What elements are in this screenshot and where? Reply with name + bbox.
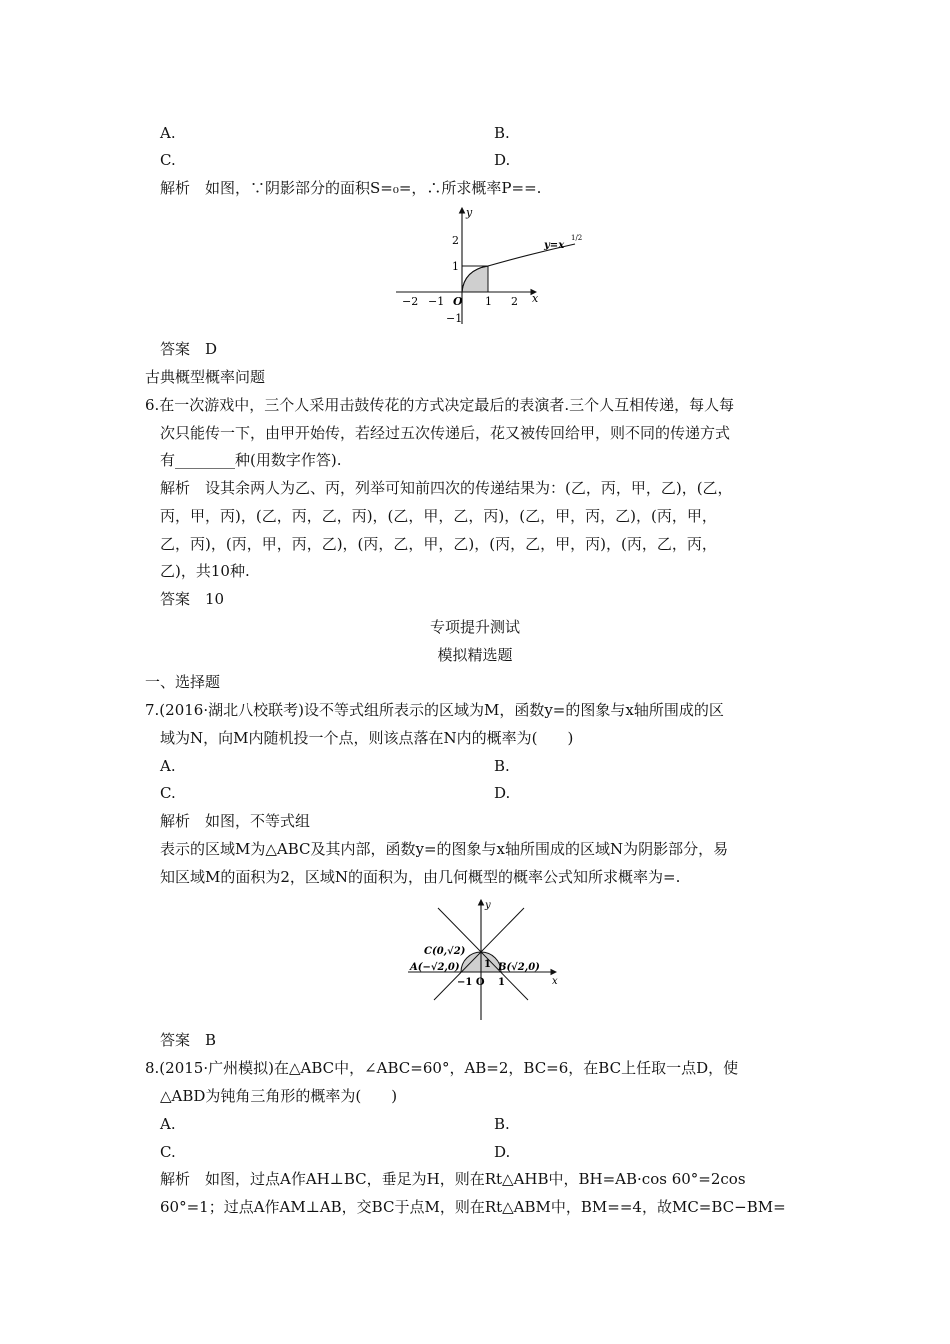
q6-analysis-1: 解析 设其余两人为乙、丙，列举可知前四次的传递结果为：(乙，丙，甲，乙)，(乙， — [160, 479, 733, 497]
q7-label-y: y — [485, 900, 491, 911]
q5-tick-x-neg1: −1 — [428, 295, 445, 308]
q6-analysis-3: 乙，丙)，(丙，甲，丙，乙)，(丙，乙，甲，乙)，(丙，乙，甲，丙)，(丙，乙，丙， — [160, 535, 717, 553]
q5-option-d: D. — [494, 151, 511, 169]
q6-analysis-2: 丙，甲，丙)，(乙，丙，乙，丙)，(乙，甲，乙，丙)，(乙，甲，丙，乙)，(丙，甲， — [160, 507, 717, 525]
q7-label-c: C(0,√2) — [424, 946, 466, 957]
q7-label-a: A(−√2,0) — [410, 962, 460, 973]
q7-label-1x: 1 — [498, 977, 505, 988]
q5-curve-exponent: 1/2 — [571, 234, 583, 242]
q7-option-a: A. — [160, 757, 176, 775]
q5-option-a: A. — [160, 124, 176, 142]
q8-analysis-2: 60°=1；过点A作AM⊥AB，交BC于点M，则在Rt△ABM中，BM==4，故MC=BC−BM= — [160, 1198, 786, 1216]
q5-analysis: 解析 如图，∵阴影部分的面积S=₀=，∴所求概率P==. — [160, 179, 542, 197]
heading-mock-questions: 模拟精选题 — [437, 646, 513, 664]
heading-practice-test: 专项提升测试 — [429, 618, 520, 636]
q5-label-x: x — [532, 292, 539, 305]
q5-tick-x-1: 1 — [485, 295, 492, 308]
q5-option-b: B. — [494, 124, 510, 142]
q7-line-1: 7.(2016·湖北八校联考)设不等式组所表示的区域为M，函数y=的图象与x轴所围成的区 — [145, 701, 724, 719]
q5-curve-label: y=x — [544, 240, 565, 251]
q5-answer: 答案 D — [160, 340, 218, 358]
section-classical-title: 古典概型概率问题 — [145, 368, 266, 386]
q8-analysis-1: 解析 如图，过点A作AH⊥BC，垂足为H，则在Rt△AHB中，BH=AB·cos 60°=2cos — [160, 1170, 746, 1188]
q8-line-2: △ABD为钝角三角形的概率为( ) — [160, 1087, 398, 1105]
q7-label-1y: 1 — [484, 959, 491, 970]
q5-figure — [390, 202, 605, 332]
q5-tick-y-1: 1 — [452, 260, 459, 273]
q7-label-x: x — [552, 976, 558, 987]
q7-answer: 答案 B — [160, 1031, 217, 1049]
q5-tick-y-2: 2 — [452, 234, 459, 247]
q8-option-b: B. — [494, 1115, 510, 1133]
q6-analysis-4: 乙)，共10种. — [160, 562, 250, 580]
q8-option-c: C. — [160, 1143, 176, 1161]
q6-line-3: 有________种(用数字作答). — [160, 451, 342, 469]
q5-option-c: C. — [160, 151, 176, 169]
q7-line-2: 域为N，向M内随机投一个点，则该点落在N内的概率为( ) — [160, 729, 574, 747]
q6-answer: 答案 10 — [160, 590, 225, 608]
q6-line-2: 次只能传一下，由甲开始传，若经过五次传递后，花又被传回给甲，则不同的传递方式 — [160, 424, 731, 442]
q5-origin: O — [453, 295, 463, 308]
part-multiple-choice: 一、选择题 — [145, 673, 221, 691]
q8-option-a: A. — [160, 1115, 176, 1133]
q5-label-y: y — [466, 206, 473, 219]
q7-figure — [400, 894, 575, 1024]
q5-tick-x-neg2: −2 — [402, 295, 419, 308]
q5-tick-y-neg1: −1 — [446, 312, 463, 325]
q7-analysis-2: 表示的区域M为△ABC及其内部，函数y=的图象与x轴所围成的区域N为阴影部分，易 — [160, 840, 729, 858]
q6-line-1: 6.在一次游戏中，三个人采用击鼓传花的方式决定最后的表演者.三个人互相传递，每人每 — [145, 396, 735, 414]
q7-label-origin: −1 O — [457, 977, 485, 988]
q5-tick-x-2: 2 — [511, 295, 518, 308]
q7-option-d: D. — [494, 784, 511, 802]
q7-option-b: B. — [494, 757, 510, 775]
q7-analysis-3: 知区域M的面积为2，区域N的面积为，由几何概型的概率公式知所求概率为=. — [160, 868, 681, 886]
q7-label-b: B(√2,0) — [498, 962, 540, 973]
q7-option-c: C. — [160, 784, 176, 802]
q8-line-1: 8.(2015·广州模拟)在△ABC中，∠ABC=60°，AB=2，BC=6，在BC上任取一点D，使 — [145, 1059, 739, 1077]
q8-option-d: D. — [494, 1143, 511, 1161]
q7-analysis-1: 解析 如图，不等式组 — [160, 812, 311, 830]
